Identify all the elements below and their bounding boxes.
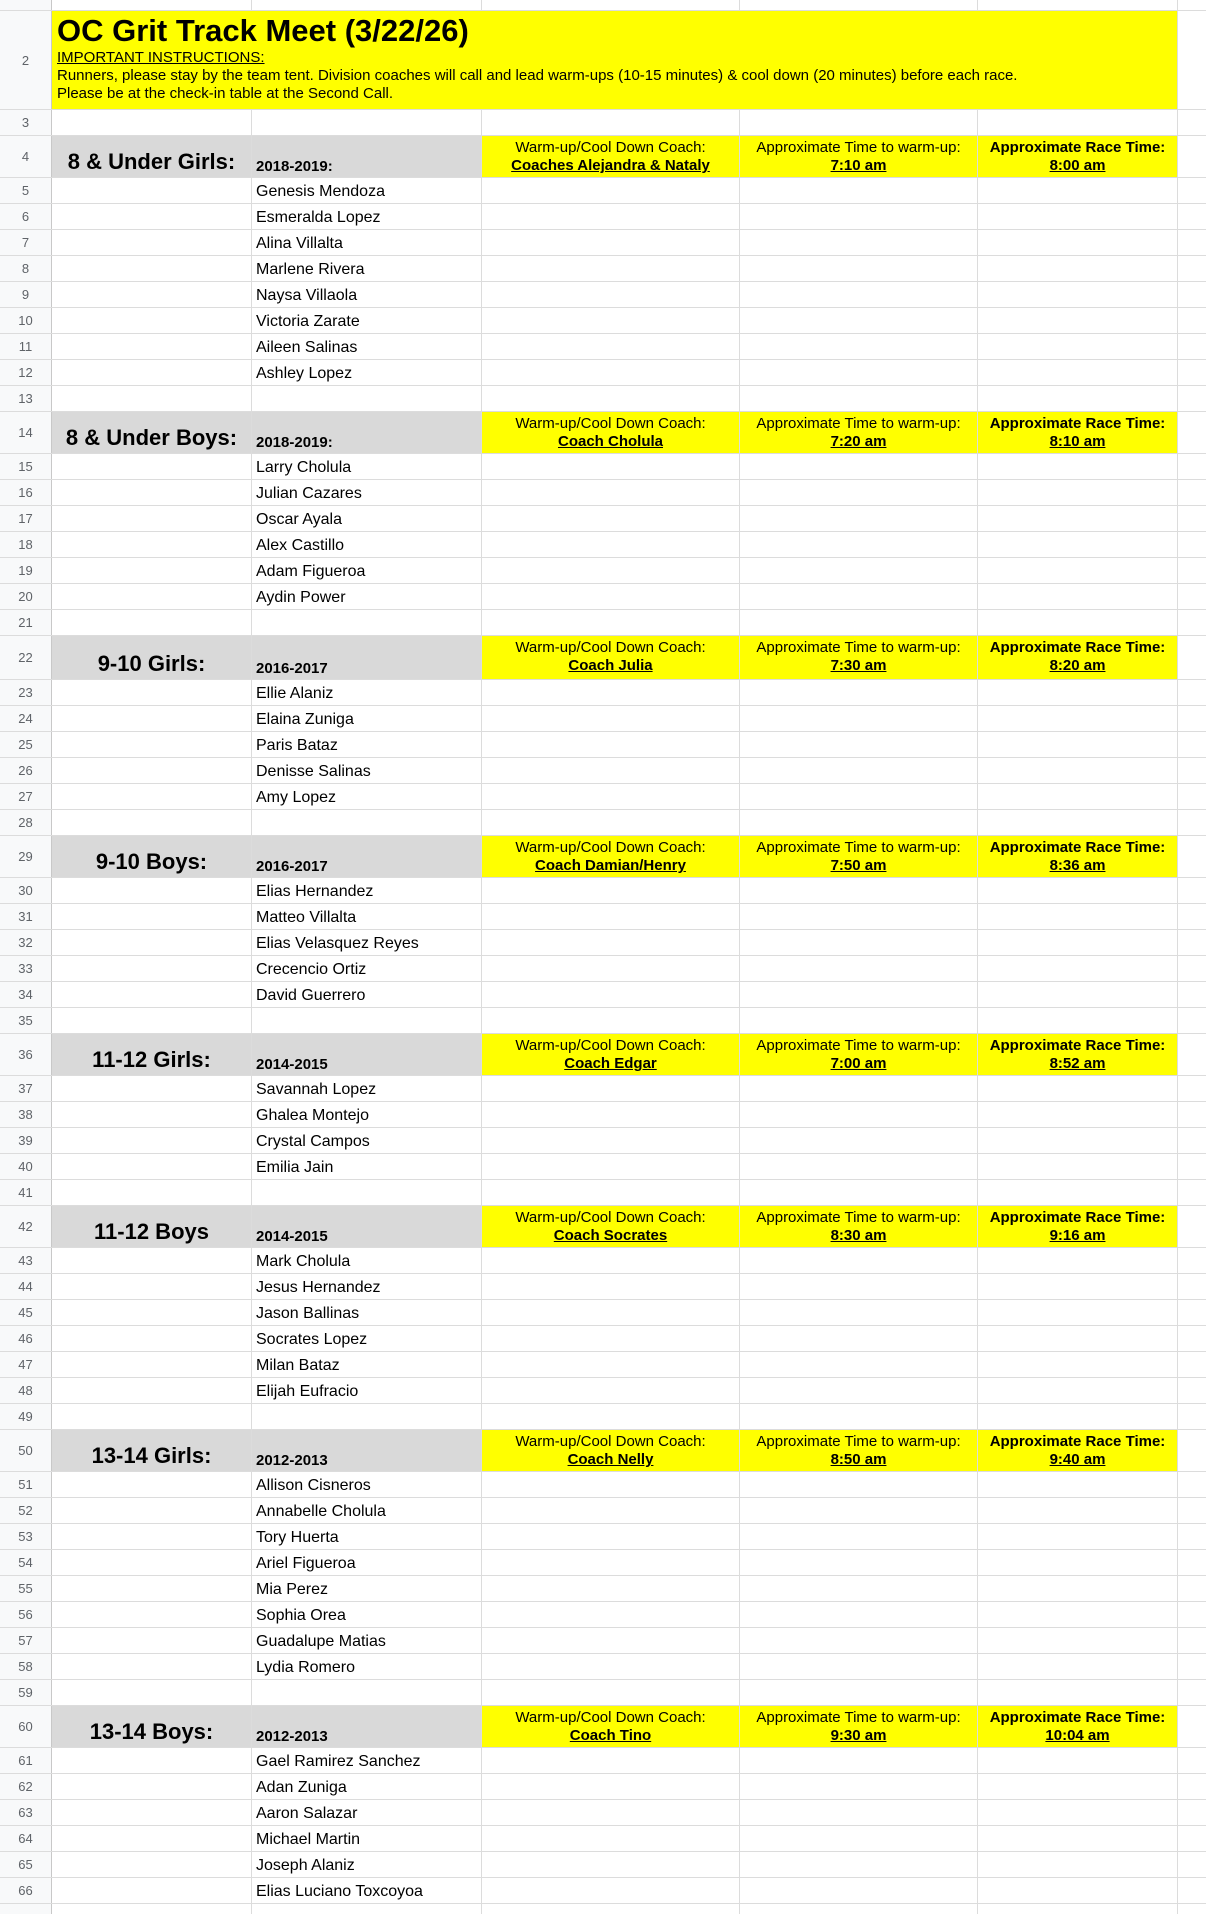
runner-name[interactable]: Michael Martin (252, 1826, 482, 1851)
runner-name[interactable]: Matteo Villalta (252, 904, 482, 929)
row-header[interactable]: 11 (0, 334, 52, 359)
runner-name[interactable]: Elias Velasquez Reyes (252, 930, 482, 955)
runner-name[interactable]: Joseph Alaniz (252, 1852, 482, 1877)
row-header[interactable]: 2 (0, 11, 52, 109)
division-header-row (0, 1706, 1206, 1748)
runner-row (0, 1774, 1206, 1800)
race-time: 10:04 am (1045, 1727, 1110, 1744)
runner-name[interactable]: Paris Bataz (252, 732, 482, 757)
coach-cell[interactable] (482, 636, 740, 679)
race-label: Approximate Race Time: (989, 1709, 1166, 1726)
coach-cell[interactable] (482, 1706, 740, 1747)
coach-label: Warm-up/Cool Down Coach: (515, 415, 706, 432)
coach-label: Warm-up/Cool Down Coach: (515, 1209, 706, 1226)
sheet-row (0, 610, 1206, 636)
warmup-cell[interactable] (740, 136, 978, 177)
sheet-row (0, 1904, 1206, 1914)
page-title: OC Grit Track Meet (3/22/26) (57, 13, 469, 48)
race-time: 8:00 am (1049, 157, 1106, 174)
runner-name[interactable]: Naysa Villaola (252, 282, 482, 307)
race-time: 8:10 am (1049, 433, 1106, 450)
row-header[interactable]: 28 (0, 810, 52, 835)
division-name[interactable]: 11-12 Boys (52, 1206, 252, 1247)
runner-name[interactable]: Genesis Mendoza (252, 178, 482, 203)
division-years[interactable]: 2014-2015 (252, 1206, 482, 1247)
runner-name[interactable]: Savannah Lopez (252, 1076, 482, 1101)
row-header[interactable]: 52 (0, 1498, 52, 1523)
instructions-line: Runners, please stay by the team tent. Division coaches will call and lead warm-ups (10-15 minutes) & cool down (20 minutes) before each race. (57, 67, 1018, 84)
title-row (0, 11, 1206, 110)
runner-name[interactable]: Elias Hernandez (252, 878, 482, 903)
race-time: 8:52 am (1049, 1055, 1106, 1072)
runner-name[interactable]: Julian Cazares (252, 480, 482, 505)
race-cell[interactable] (978, 412, 1178, 453)
division-header-row (0, 1430, 1206, 1472)
runner-row (0, 1378, 1206, 1404)
coach-cell[interactable] (482, 412, 740, 453)
runner-row (0, 282, 1206, 308)
runner-row (0, 1076, 1206, 1102)
runner-row (0, 956, 1206, 982)
runner-row (0, 1852, 1206, 1878)
row-header[interactable]: 36 (0, 1034, 52, 1075)
race-label: Approximate Race Time: (989, 639, 1166, 656)
warmup-time: 8:50 am (830, 1451, 887, 1468)
runner-row (0, 506, 1206, 532)
runner-row (0, 480, 1206, 506)
warmup-time: 7:00 am (830, 1055, 887, 1072)
division-years[interactable]: 2018-2019: (252, 136, 482, 177)
warmup-cell[interactable] (740, 1706, 978, 1747)
race-cell[interactable] (978, 636, 1178, 679)
row-header[interactable]: 31 (0, 904, 52, 929)
runner-row (0, 1602, 1206, 1628)
warmup-time: 7:50 am (830, 857, 887, 874)
runner-name[interactable]: Adan Zuniga (252, 1774, 482, 1799)
division-years[interactable]: 2014-2015 (252, 1034, 482, 1075)
row-header[interactable]: 53 (0, 1524, 52, 1549)
runner-name[interactable]: Tory Huerta (252, 1524, 482, 1549)
runner-row (0, 982, 1206, 1008)
runner-row (0, 1654, 1206, 1680)
row-header[interactable]: 57 (0, 1628, 52, 1653)
row-header[interactable]: 22 (0, 636, 52, 679)
runner-row (0, 680, 1206, 706)
runner-name[interactable]: Elias Luciano Toxcoyoa (252, 1878, 482, 1903)
division-header-row (0, 1034, 1206, 1076)
row-header[interactable]: 62 (0, 1774, 52, 1799)
runner-name[interactable]: Jason Ballinas (252, 1300, 482, 1325)
coach-name: Coach Cholula (557, 433, 663, 450)
warmup-time: 7:20 am (830, 433, 887, 450)
runner-name[interactable]: Aaron Salazar (252, 1800, 482, 1825)
runner-row (0, 732, 1206, 758)
runner-row (0, 178, 1206, 204)
runner-name[interactable]: Emilia Jain (252, 1154, 482, 1179)
coach-label: Warm-up/Cool Down Coach: (515, 839, 706, 856)
runner-row (0, 1524, 1206, 1550)
row-header[interactable]: 55 (0, 1576, 52, 1601)
runner-row (0, 1352, 1206, 1378)
runner-row (0, 1800, 1206, 1826)
race-time: 9:40 am (1049, 1451, 1106, 1468)
warmup-cell[interactable] (740, 412, 978, 453)
coach-label: Warm-up/Cool Down Coach: (515, 139, 706, 156)
division-name[interactable]: 8 & Under Girls: (52, 136, 252, 177)
runner-name[interactable]: Gael Ramirez Sanchez (252, 1748, 482, 1773)
runner-row (0, 334, 1206, 360)
division-name[interactable]: 8 & Under Boys: (52, 412, 252, 453)
row-header[interactable]: 12 (0, 360, 52, 385)
runner-name[interactable]: Victoria Zarate (252, 308, 482, 333)
runner-row (0, 1128, 1206, 1154)
warmup-label: Approximate Time to warm-up: (756, 139, 961, 156)
row-header[interactable]: 3 (0, 110, 52, 135)
coach-cell[interactable] (482, 136, 740, 177)
runner-name[interactable]: Mark Cholula (252, 1248, 482, 1273)
division-years[interactable]: 2018-2019: (252, 412, 482, 453)
runner-row (0, 1472, 1206, 1498)
row-header[interactable] (0, 0, 52, 10)
warmup-label: Approximate Time to warm-up: (756, 415, 961, 432)
row-header[interactable]: 49 (0, 1404, 52, 1429)
runner-row (0, 230, 1206, 256)
runner-row (0, 256, 1206, 282)
warmup-time: 7:30 am (830, 657, 887, 674)
row-header[interactable]: 37 (0, 1076, 52, 1101)
runner-name[interactable]: Oscar Ayala (252, 506, 482, 531)
row-header[interactable]: 63 (0, 1800, 52, 1825)
row-header[interactable]: 38 (0, 1102, 52, 1127)
row-header[interactable]: 25 (0, 732, 52, 757)
sheet-row (0, 0, 1206, 11)
runner-name[interactable]: Larry Cholula (252, 454, 482, 479)
runner-row (0, 878, 1206, 904)
runner-name[interactable]: Ashley Lopez (252, 360, 482, 385)
coach-name: Coach Damian/Henry (535, 857, 686, 874)
warmup-label: Approximate Time to warm-up: (756, 839, 961, 856)
runner-row (0, 1748, 1206, 1774)
runner-row (0, 706, 1206, 732)
row-header[interactable]: 33 (0, 956, 52, 981)
race-label: Approximate Race Time: (989, 139, 1166, 156)
warmup-cell[interactable] (740, 836, 978, 877)
race-label: Approximate Race Time: (989, 839, 1166, 856)
sheet-row (0, 1404, 1206, 1430)
row-header[interactable]: 45 (0, 1300, 52, 1325)
division-name[interactable]: 13-14 Girls: (52, 1430, 252, 1471)
race-time: 8:20 am (1049, 657, 1106, 674)
division-header-row (0, 1206, 1206, 1248)
row-header[interactable]: 47 (0, 1352, 52, 1377)
coach-name: Coach Tino (569, 1727, 652, 1744)
division-years[interactable]: 2012-2013 (252, 1430, 482, 1471)
runner-name[interactable]: Allison Cisneros (252, 1472, 482, 1497)
row-header[interactable]: 9 (0, 282, 52, 307)
runner-name[interactable]: Jesus Hernandez (252, 1274, 482, 1299)
runner-row (0, 758, 1206, 784)
runner-row (0, 1826, 1206, 1852)
runner-name[interactable]: Ellie Alaniz (252, 680, 482, 705)
runner-row (0, 1878, 1206, 1904)
row-header[interactable]: 61 (0, 1748, 52, 1773)
coach-label: Warm-up/Cool Down Coach: (515, 1433, 706, 1450)
division-name[interactable]: 9-10 Girls: (52, 636, 252, 679)
runner-name[interactable]: Mia Perez (252, 1576, 482, 1601)
runner-name[interactable]: Lydia Romero (252, 1654, 482, 1679)
row-header[interactable]: 23 (0, 680, 52, 705)
warmup-label: Approximate Time to warm-up: (756, 639, 961, 656)
row-header[interactable] (0, 1904, 52, 1914)
sheet-row (0, 1008, 1206, 1034)
warmup-label: Approximate Time to warm-up: (756, 1433, 961, 1450)
coach-cell[interactable] (482, 1430, 740, 1471)
runner-row (0, 360, 1206, 386)
instructions-heading: IMPORTANT INSTRUCTIONS: (57, 49, 265, 66)
row-header[interactable]: 10 (0, 308, 52, 333)
row-header[interactable]: 4 (0, 136, 52, 177)
warmup-cell[interactable] (740, 1034, 978, 1075)
race-time: 9:16 am (1049, 1227, 1106, 1244)
runner-name[interactable]: Elaina Zuniga (252, 706, 482, 731)
sheet-row (0, 810, 1206, 836)
row-header[interactable]: 59 (0, 1680, 52, 1705)
runner-row (0, 904, 1206, 930)
row-header[interactable]: 14 (0, 412, 52, 453)
division-header-row (0, 136, 1206, 178)
warmup-time: 7:10 am (830, 157, 887, 174)
row-header[interactable]: 20 (0, 584, 52, 609)
division-name[interactable]: 9-10 Boys: (52, 836, 252, 877)
runner-name[interactable]: Aileen Salinas (252, 334, 482, 359)
runner-name[interactable]: Ariel Figueroa (252, 1550, 482, 1575)
runner-row (0, 1300, 1206, 1326)
runner-row (0, 558, 1206, 584)
runner-row (0, 930, 1206, 956)
coach-name: Coach Nelly (567, 1451, 654, 1468)
runner-name[interactable]: Ghalea Montejo (252, 1102, 482, 1127)
coach-name: Coach Edgar (564, 1055, 657, 1072)
runner-name[interactable]: Alex Castillo (252, 532, 482, 557)
row-header[interactable]: 19 (0, 558, 52, 583)
runner-row (0, 204, 1206, 230)
row-header[interactable]: 60 (0, 1706, 52, 1747)
runner-row (0, 584, 1206, 610)
runner-name[interactable]: Elijah Eufracio (252, 1378, 482, 1403)
coach-cell[interactable] (482, 1206, 740, 1247)
runner-name[interactable]: Milan Bataz (252, 1352, 482, 1377)
runner-row (0, 1628, 1206, 1654)
runner-row (0, 784, 1206, 810)
row-header[interactable]: 29 (0, 836, 52, 877)
runner-row (0, 1326, 1206, 1352)
coach-name: Coach Socrates (553, 1227, 668, 1244)
race-cell[interactable] (978, 1706, 1178, 1747)
row-header[interactable]: 15 (0, 454, 52, 479)
runner-name[interactable]: Denisse Salinas (252, 758, 482, 783)
row-header[interactable]: 46 (0, 1326, 52, 1351)
row-header[interactable]: 5 (0, 178, 52, 203)
race-cell[interactable] (978, 836, 1178, 877)
row-header[interactable]: 35 (0, 1008, 52, 1033)
runner-row (0, 1576, 1206, 1602)
race-time: 8:36 am (1049, 857, 1106, 874)
row-header[interactable]: 21 (0, 610, 52, 635)
warmup-cell[interactable] (740, 1206, 978, 1247)
warmup-cell[interactable] (740, 636, 978, 679)
row-header[interactable]: 58 (0, 1654, 52, 1679)
row-header[interactable]: 32 (0, 930, 52, 955)
row-header[interactable]: 17 (0, 506, 52, 531)
coach-name: Coach Julia (568, 657, 653, 674)
row-header[interactable]: 64 (0, 1826, 52, 1851)
row-header[interactable]: 41 (0, 1180, 52, 1205)
row-header[interactable]: 65 (0, 1852, 52, 1877)
row-header[interactable]: 8 (0, 256, 52, 281)
runner-name[interactable]: Alina Villalta (252, 230, 482, 255)
runner-name[interactable]: Annabelle Cholula (252, 1498, 482, 1523)
runner-row (0, 308, 1206, 334)
row-header[interactable]: 27 (0, 784, 52, 809)
race-label: Approximate Race Time: (989, 1209, 1166, 1226)
runner-row (0, 1248, 1206, 1274)
runner-name[interactable]: Guadalupe Matias (252, 1628, 482, 1653)
runner-row (0, 454, 1206, 480)
coach-label: Warm-up/Cool Down Coach: (515, 1037, 706, 1054)
row-header[interactable]: 48 (0, 1378, 52, 1403)
row-header[interactable]: 13 (0, 386, 52, 411)
coach-cell[interactable] (482, 836, 740, 877)
coach-name: Coaches Alejandra & Nataly (511, 157, 710, 174)
warmup-label: Approximate Time to warm-up: (756, 1209, 961, 1226)
warmup-label: Approximate Time to warm-up: (756, 1709, 961, 1726)
runner-row (0, 1498, 1206, 1524)
race-cell[interactable] (978, 1034, 1178, 1075)
division-name[interactable]: 11-12 Girls: (52, 1034, 252, 1075)
row-header[interactable]: 42 (0, 1206, 52, 1247)
row-header[interactable]: 54 (0, 1550, 52, 1575)
coach-label: Warm-up/Cool Down Coach: (515, 1709, 706, 1726)
division-years[interactable]: 2016-2017 (252, 636, 482, 679)
sheet-row (0, 110, 1206, 136)
instructions-line: Please be at the check-in table at the Second Call. (57, 85, 394, 102)
runner-name[interactable]: Aydin Power (252, 584, 482, 609)
division-years[interactable]: 2016-2017 (252, 836, 482, 877)
division-years[interactable]: 2012-2013 (252, 1706, 482, 1747)
coach-cell[interactable] (482, 1034, 740, 1075)
row-header[interactable]: 18 (0, 532, 52, 557)
row-header[interactable]: 39 (0, 1128, 52, 1153)
row-header[interactable]: 7 (0, 230, 52, 255)
sheet-row (0, 386, 1206, 412)
division-name[interactable]: 13-14 Boys: (52, 1706, 252, 1747)
runner-name[interactable]: Sophia Orea (252, 1602, 482, 1627)
warmup-label: Approximate Time to warm-up: (756, 1037, 961, 1054)
runner-row (0, 1274, 1206, 1300)
runner-name[interactable]: David Guerrero (252, 982, 482, 1007)
race-cell[interactable] (978, 1206, 1178, 1247)
row-header[interactable]: 40 (0, 1154, 52, 1179)
runner-name[interactable]: Marlene Rivera (252, 256, 482, 281)
runner-name[interactable]: Socrates Lopez (252, 1326, 482, 1351)
warmup-time: 8:30 am (830, 1227, 887, 1244)
row-header[interactable]: 50 (0, 1430, 52, 1471)
runner-row (0, 1154, 1206, 1180)
race-label: Approximate Race Time: (989, 415, 1166, 432)
row-header[interactable]: 43 (0, 1248, 52, 1273)
row-header[interactable]: 66 (0, 1878, 52, 1903)
row-header[interactable]: 16 (0, 480, 52, 505)
sheet-row (0, 1680, 1206, 1706)
runner-row (0, 1102, 1206, 1128)
row-header[interactable]: 56 (0, 1602, 52, 1627)
runner-name[interactable]: Crecencio Ortiz (252, 956, 482, 981)
runner-name[interactable]: Adam Figueroa (252, 558, 482, 583)
row-header[interactable]: 6 (0, 204, 52, 229)
row-header[interactable]: 24 (0, 706, 52, 731)
row-header[interactable]: 34 (0, 982, 52, 1007)
row-header[interactable]: 26 (0, 758, 52, 783)
runner-row (0, 532, 1206, 558)
race-label: Approximate Race Time: (989, 1433, 1166, 1450)
warmup-time: 9:30 am (830, 1727, 887, 1744)
race-cell[interactable] (978, 1430, 1178, 1471)
warmup-cell[interactable] (740, 1430, 978, 1471)
division-header-row (0, 412, 1206, 454)
row-header[interactable]: 44 (0, 1274, 52, 1299)
division-header-row (0, 836, 1206, 878)
race-cell[interactable] (978, 136, 1178, 177)
runner-name[interactable]: Esmeralda Lopez (252, 204, 482, 229)
row-header[interactable]: 51 (0, 1472, 52, 1497)
runner-row (0, 1550, 1206, 1576)
division-header-row (0, 636, 1206, 680)
row-header[interactable]: 30 (0, 878, 52, 903)
title-cell[interactable] (52, 11, 1178, 109)
runner-name[interactable]: Amy Lopez (252, 784, 482, 809)
race-label: Approximate Race Time: (989, 1037, 1166, 1054)
coach-label: Warm-up/Cool Down Coach: (515, 639, 706, 656)
runner-name[interactable]: Crystal Campos (252, 1128, 482, 1153)
sheet-row (0, 1180, 1206, 1206)
